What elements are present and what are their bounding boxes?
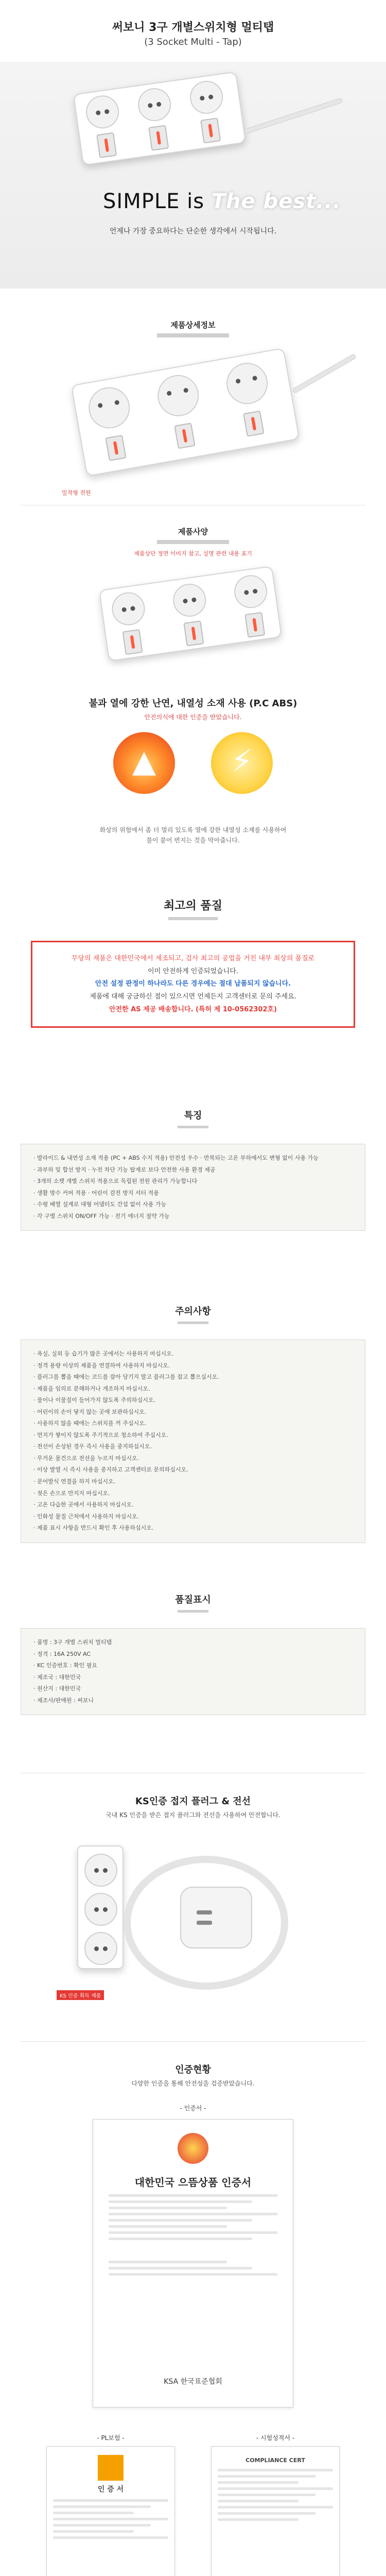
switch-icon: [105, 435, 126, 461]
section-label: [0, 526, 386, 544]
caution-item: · 사용하지 않을 때에는 스위치를 꺼 주십시오.: [33, 1420, 147, 1427]
doc-caption: - PL보험 -: [97, 2434, 125, 2442]
material-description: [0, 825, 386, 846]
quality-notice-box: [31, 941, 355, 1028]
doc-caption: - 시험성적서 -: [256, 2434, 295, 2442]
power-strip-image: [77, 1845, 124, 1969]
socket-icon: [232, 573, 269, 610]
quality-mark-item: · 품명 : 3구 개별 스위치 멀티탭: [33, 1639, 112, 1646]
product-title: 써보니 3구 개별스위치형 멀티탭: [112, 21, 274, 34]
quality-mark-item: · 원산지 : 대한민국: [33, 1685, 81, 1692]
quality-marks-title: [0, 1592, 386, 1613]
quality-line: 무당의 제품은 대한민국에서 제조되고, 검사 최고의 공업을 거친 내부 최상의 품질로: [71, 955, 315, 962]
slogan-highlight: The best...: [211, 190, 341, 213]
power-strip-image: [73, 71, 246, 165]
power-cable: [243, 97, 343, 134]
switch-icon: [174, 422, 195, 449]
caution-item: · 고온 다습한 곳에서 사용하지 마십시오.: [33, 1501, 134, 1509]
cert-subtitle: 다양한 인증을 통해 안전성을 검증받았습니다.: [131, 2080, 255, 2087]
caution-title: [0, 1304, 386, 1324]
certificates-section: [0, 2042, 386, 2576]
quality-marks-section: [0, 1587, 386, 1773]
caution-title-text: 주의사항: [175, 1306, 211, 1317]
product-subtitle: (3 Socket Multi - Tap): [144, 37, 242, 47]
power-cable: [292, 353, 357, 394]
quality-mark-item: · 정격 : 16A 250V AC: [33, 1650, 91, 1657]
feature-item: · 3개의 소켓 개별 스위치 적용으로 독립된 전원 관리가 가능합니다: [33, 1178, 198, 1185]
switch-icon: [148, 125, 169, 150]
switch-icon: [200, 117, 221, 143]
section-label: [0, 319, 386, 337]
quality-mark-item: · 제조국 : 대한민국: [33, 1673, 81, 1681]
material-title: 불과 열에 강한 난연, 내열성 소재 사용 (P.C ABS): [89, 698, 297, 709]
caution-item: · 플러그를 뽑을 때에는 코드를 잡아 당기지 말고 플러그를 잡고 뽑으십시오.: [33, 1374, 219, 1381]
caution-item: · 전선이 손상된 경우 즉시 사용을 중지하십시오.: [33, 1443, 152, 1450]
socket-icon: [188, 79, 225, 116]
socket-icon: [136, 86, 173, 123]
socket-icon: [84, 1893, 117, 1926]
feature-item: · 수평 배열 설계로 대형 어댑터도 간섭 없이 사용 가능: [33, 1201, 167, 1208]
switch-icon: [96, 132, 117, 158]
caution-item: · 제품 표시 사항을 반드시 확인 후 사용하십시오.: [33, 1524, 154, 1532]
cert-main-caption: - 인증서 -: [180, 2105, 206, 2112]
cert-issuer: KSA 한국표준협회: [164, 2378, 222, 2386]
caution-item: · 젖은 손으로 만지지 마십시오.: [33, 1489, 110, 1497]
caution-item: · 정격 용량 이상의 제품을 연결하여 사용하지 마십시오.: [33, 1362, 170, 1369]
fire-icon: ▲: [113, 732, 175, 794]
slogan-text: SIMPLE is: [103, 190, 212, 213]
socket-icon: [85, 384, 133, 432]
quality-marks-box: [21, 1628, 365, 1715]
cert-title: 인증현황: [175, 2064, 211, 2075]
caution-item: · 물이나 이물질이 들어가지 않도록 주의하십시오.: [33, 1397, 155, 1404]
page-header: [0, 0, 386, 62]
pl-insurance-doc: [46, 2446, 175, 2576]
power-strip-image: [99, 566, 282, 662]
switch-icon: [243, 411, 264, 437]
section-label-text: 제품사양: [178, 527, 208, 536]
hero-slogan: [103, 190, 341, 213]
socket-icon: [171, 582, 208, 619]
doc-heading: 인 증 서: [97, 2485, 124, 2494]
quality-mark-item: · 제조사/판매원 : 써보니: [33, 1697, 94, 1704]
ks-section: [0, 1773, 386, 2041]
features-title: [0, 1108, 386, 1128]
cert-heading: 대한민국 으뜸상품 인증서: [134, 2176, 252, 2189]
detail-note: 밀착형 전원: [62, 489, 91, 496]
doc-heading: COMPLIANCE CERT: [245, 2457, 305, 2464]
caution-item: · 어린이의 손이 닿지 않는 곳에 보관하십시오.: [33, 1408, 147, 1415]
logo-icon: [98, 2455, 124, 2481]
switch-icon: [244, 612, 265, 638]
socket-icon: [84, 1932, 117, 1965]
caution-item: · 인화성 물질 근처에서 사용하지 마십시오.: [33, 1513, 139, 1520]
ks-subtitle: 국내 KS 인증을 받은 접지 플러그와 전선을 사용하여 안전합니다.: [106, 1811, 280, 1819]
hero-caption: 언제나 가장 중요하다는 단순한 생각에서 시작됩니다.: [109, 227, 277, 235]
caution-item: · 먼지가 쌓이지 않도록 주기적으로 청소하여 주십시오.: [33, 1431, 168, 1438]
socket-icon: [110, 590, 147, 628]
socket-icon: [223, 360, 271, 408]
material-section: [0, 691, 386, 887]
caution-section: [0, 1299, 386, 1587]
feature-item: · 각 구별 스위치 ON/OFF 가능 · 전기 에너지 절약 가능: [33, 1212, 170, 1219]
caution-item: · 제품을 임의로 분해하거나 개조하지 마십시오.: [33, 1385, 150, 1392]
material-desc-line: 화상의 위험에서 좀 더 멀리 있도록 열에 강한 내열성 소재를 사용하여: [99, 826, 287, 834]
main-certificate: [93, 2119, 293, 2408]
caution-box: [21, 1340, 365, 1543]
emblem-icon: [178, 2133, 208, 2164]
feature-item: · 발라이드 & 내연성 소재 적용 (PC + ABS 수지 적용) 안전성 우수 · 반복되는 고온 부하에서도 변형 없이 사용 가능: [33, 1155, 319, 1161]
section-label-text: 제품상세정보: [170, 320, 216, 330]
caution-item: · 무거운 물건으로 전선을 누르지 마십시오.: [33, 1454, 139, 1462]
quality-line: 이미 안전하게 인증되었습니다.: [148, 967, 238, 975]
socket-icon: [84, 93, 121, 130]
quality-line: 안전 설정 판정이 하나라도 다른 경우에는 절대 납품되지 않습니다.: [95, 980, 291, 988]
quality-marks-title-text: 품질표시: [175, 1595, 211, 1605]
switch-icon: [183, 620, 204, 646]
section-underline: [157, 333, 229, 337]
ks-note: KS 인증 획득 제품: [57, 1990, 104, 2000]
quality-mark-item: · KC 인증번호 : 확인 필요: [33, 1662, 97, 1669]
caution-item: · 욕실, 실외 등 습기가 많은 곳에서는 사용하지 마십시오.: [33, 1350, 174, 1357]
lightning-icon: ⚡: [211, 732, 273, 794]
socket-icon: [84, 1854, 117, 1887]
material-subtitle: 안전의식에 대한 인증을 받았습니다.: [144, 714, 242, 721]
power-strip-image: [71, 348, 300, 477]
material-desc-line: 불이 붙어 번지는 것을 막아줍니다.: [146, 837, 240, 844]
hero-banner: [0, 62, 386, 289]
feature-item: · 과부하 및 합선 방지 · 누전 차단 기능 탑재로 보다 안전한 사용 환경 제공: [33, 1166, 216, 1173]
caution-item: · 문어발식 연결을 하지 마십시오.: [33, 1478, 116, 1485]
plug-image: [180, 1887, 252, 1948]
feature-item: · 생활 방수 커버 적용 · 어린이 감전 방지 셔터 적용: [33, 1189, 159, 1196]
caution-item: · 이상 발열 시 즉시 사용을 중지하고 고객센터로 문의하십시오.: [33, 1466, 188, 1473]
quality-section: [0, 887, 386, 1103]
quality-title: [0, 897, 386, 920]
quality-line: 안전한 AS 제공 배송합니다. (특허 제 10-0562302호): [109, 1005, 277, 1013]
section-underline: [157, 540, 229, 544]
product-spec-section: [0, 505, 386, 691]
switch-icon: [122, 629, 143, 655]
quality-title-text: 최고의 품질: [164, 900, 222, 912]
spec-note: 제품상단 정면 이미지 참고, 설명 관련 내용 표기: [134, 550, 252, 557]
test-report-doc: [211, 2446, 340, 2576]
features-title-text: 특징: [184, 1110, 202, 1121]
ks-title: KS인증 접지 플러그 & 전선: [135, 1796, 251, 1807]
quality-line: 제품에 대해 궁금하신 점이 있으시면 언제든지 고객센터로 문의 주세요.: [90, 993, 296, 1001]
product-detail-section: [0, 289, 386, 505]
socket-icon: [154, 372, 202, 420]
features-box: [21, 1144, 365, 1231]
features-section: [0, 1103, 386, 1299]
